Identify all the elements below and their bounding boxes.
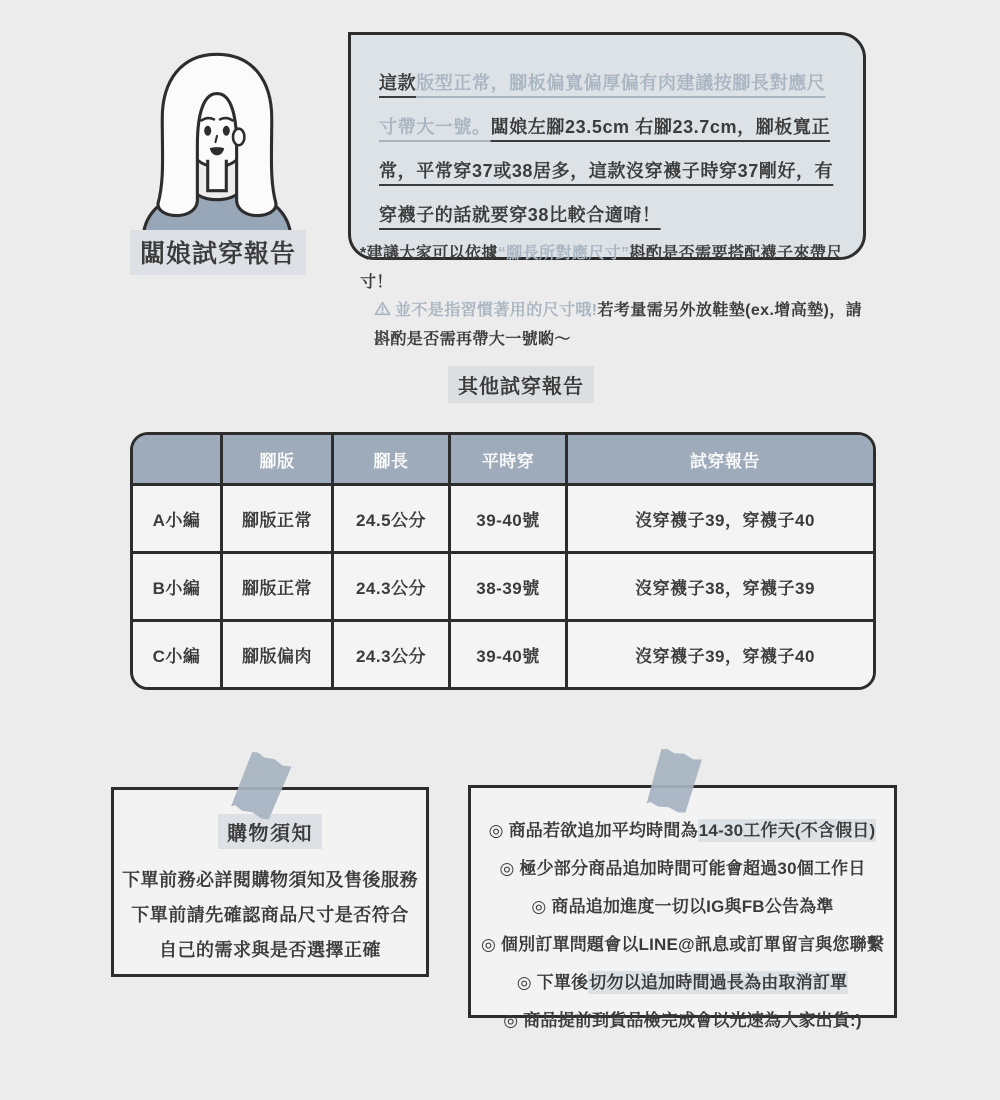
- shopping-notice-title: 購物須知: [114, 814, 426, 849]
- cell-foot-shape: 腳版正常: [222, 553, 333, 621]
- cell-report: 沒穿襪子39，穿襪子40: [567, 621, 877, 689]
- table-row: [132, 621, 877, 689]
- other-reports-heading: [0, 366, 1000, 403]
- header-cell-empty: [132, 434, 222, 485]
- footnote-line-2: 並不是指習慣著用的尺寸哦!若考量需另外放鞋墊(ex.增高墊)，請斟酌是否需再帶大一號喲～: [374, 297, 865, 354]
- cell-usual-size: 39-40號: [450, 621, 567, 689]
- cell-usual-size: 38-39號: [450, 553, 567, 621]
- cell-report: 沒穿襪子39，穿襪子40: [567, 485, 877, 553]
- table-row: [132, 485, 877, 553]
- notice-item: ◎ 下單後切勿以追加時間過長為由取消訂單: [516, 973, 848, 992]
- shopping-notice-line: 下單前請先確認商品尺寸是否符合: [131, 905, 409, 925]
- avatar-caption: [104, 230, 332, 275]
- fitting-report-table: [130, 432, 876, 690]
- fitting-speech-bubble: [348, 32, 866, 260]
- notice-item: ◎ 個別訂單問題會以LINE@訊息或訂單留言與您聯繫: [480, 935, 885, 954]
- bubble-text-dark-1: 這款: [379, 73, 417, 93]
- header-cell-foot-length: 腳長: [333, 434, 450, 485]
- avatar-caption-text: 闆娘試穿報告: [130, 230, 306, 275]
- restock-notice-box: [468, 785, 897, 1030]
- cell-editor: A小編: [132, 485, 222, 553]
- cell-usual-size: 39-40號: [450, 485, 567, 553]
- cell-foot-length: 24.5公分: [333, 485, 450, 553]
- notice-item: ◎ 極少部分商品追加時間可能會超過30個工作日: [499, 859, 866, 878]
- cell-editor: B小編: [132, 553, 222, 621]
- cell-foot-shape: 腳版偏肉: [222, 621, 333, 689]
- other-reports-heading-text: 其他試穿報告: [448, 366, 594, 403]
- header-cell-foot-shape: 腳版: [222, 434, 333, 485]
- cell-report: 沒穿襪子38，穿襪子39: [567, 553, 877, 621]
- bubble-text-dark-2: 闆娘左腳23.5cm 右腳23.7cm，腳板寬正常，平常穿37或38居多，這款沒穿襪子時穿37剛好，有穿襪子的話就要穿38比較合適唷！: [379, 117, 834, 225]
- boss-avatar-illustration: [128, 44, 306, 232]
- warning-triangle-icon: [374, 298, 391, 313]
- bubble-text-light: 版型正常，腳板偏寬偏厚偏有肉建議按腳長對應尺寸帶大一號。: [379, 73, 826, 137]
- notice-item: ◎ 商品若欲追加平均時間為14-30工作天(不含假日): [488, 821, 876, 840]
- notice-item: ◎ 商品追加進度一切以IG與FB公告為準: [531, 897, 834, 916]
- woman-avatar-icon: [128, 44, 306, 232]
- cell-foot-shape: 腳版正常: [222, 485, 333, 553]
- cell-foot-length: 24.3公分: [333, 553, 450, 621]
- notice-item: ◎ 商品提前到貨品檢完成會以光速為大家出貨:): [503, 1011, 862, 1030]
- cell-foot-length: 24.3公分: [333, 621, 450, 689]
- header-cell-report: 試穿報告: [567, 434, 877, 485]
- table-header-row: [132, 434, 877, 485]
- header-cell-usual-size: 平時穿: [450, 434, 567, 485]
- cell-editor: C小編: [132, 621, 222, 689]
- shopping-notice-line: 自己的需求與是否選擇正確: [159, 940, 381, 960]
- table-row: [132, 553, 877, 621]
- sizing-footnote: [360, 240, 865, 354]
- footnote-line-1: *建議大家可以依據“腳長所對應尺寸”斟酌是否需要搭配襪子來帶尺寸！: [360, 245, 843, 291]
- shopping-notice-line: 下單前務必詳閱購物須知及售後服務: [122, 870, 418, 890]
